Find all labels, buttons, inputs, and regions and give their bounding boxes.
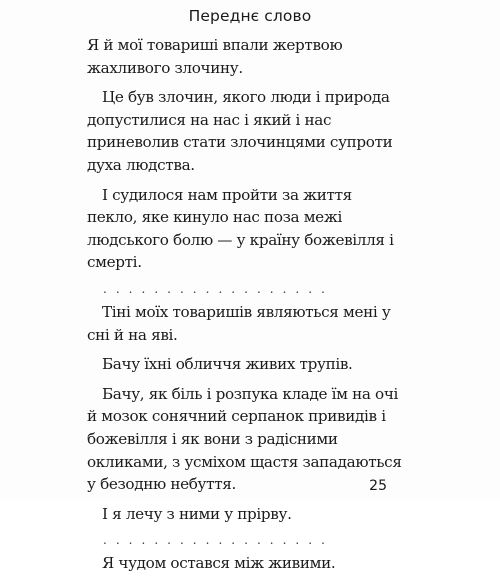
paragraph-3: І судилося нам пройти за життя пекло, яке кинуло нас поза межі людського болю — у країну божевілля і смерті.	[87, 185, 394, 272]
paragraph-6: Бачу, як біль і розпука кладе їм на очі й мозок сонячний серпанок привидів і божевілля і як вони з радісними окликами, з усміхом щастя западаються у безодню небуття.	[87, 384, 402, 494]
paragraph-1: Я й мої товариші впали жертвою жахливого злочину.	[87, 36, 343, 77]
paragraph-4: Тіні моїх товаришів являються мені у сні й на яві.	[87, 302, 391, 344]
paragraph-5: Бачу їхні обличчя живих трупів.	[102, 355, 353, 374]
paragraph-7: І я лечу з ними у прірву.	[102, 504, 292, 523]
dotted-separator-1: . . . . . . . . . . . . . . . . . .	[103, 281, 328, 296]
paragraph-2: Це був злочин, якого люди і природа допустилися на нас і який і нас приневолив стати злочинцями супроти духа людства.	[87, 88, 393, 174]
page-number: 25	[369, 478, 387, 494]
paragraph-8: Я чудом остався між живими.	[102, 554, 336, 573]
dotted-separator-2: . . . . . . . . . . . . . . . . . .	[103, 533, 328, 548]
page-title: Переднє слово	[188, 7, 312, 25]
